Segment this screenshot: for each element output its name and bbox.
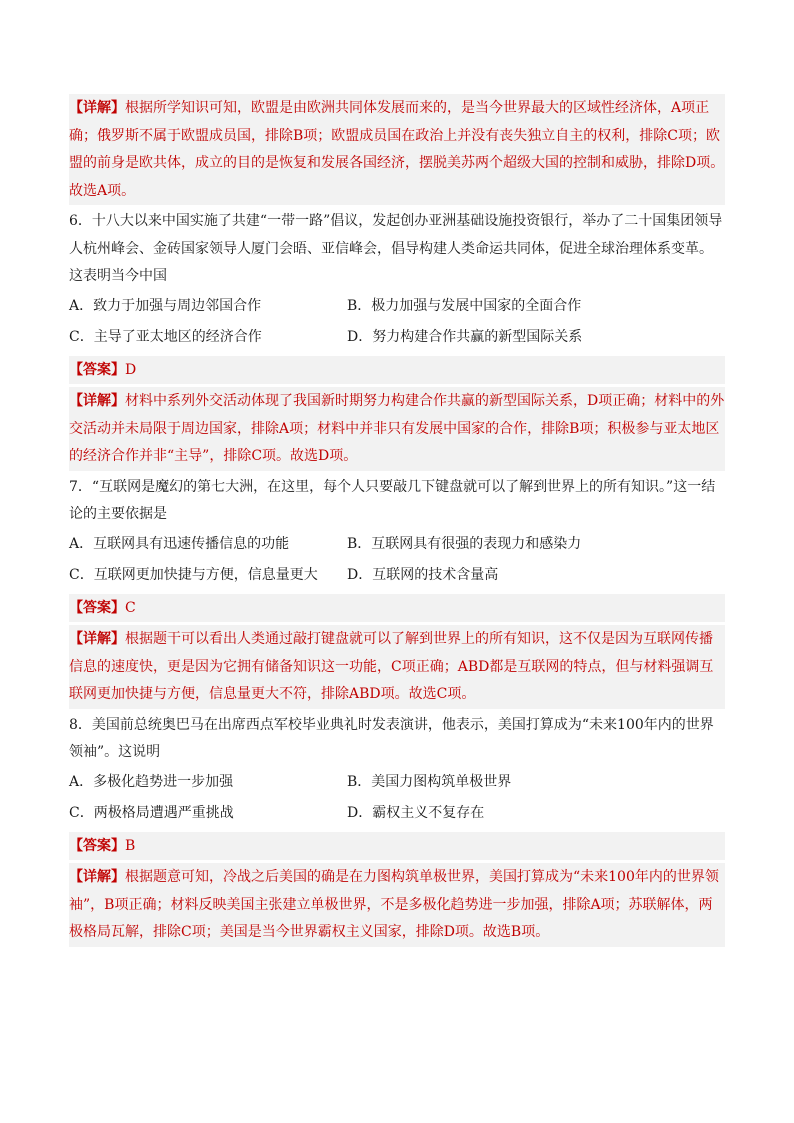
- option-c: C．主导了亚太地区的经济合作: [69, 328, 262, 345]
- answer-block-q7: [69, 594, 725, 623]
- detail-text: 根据题意可知，冷战之后美国的确是在力图构筑单极世界，美国打算成为“未来100年内的世界领袖”，B项正确；材料反映美国主张建立单极世界，不是多极化趋势进一步加强，排除A项；苏联解体，两极格局瓦解，排除C项；美国是当今世界霸权主义国家，排除D项。故选B项。: [69, 869, 719, 940]
- answer-value: C: [125, 599, 136, 616]
- detail-text: 根据所学知识可知，欧盟是由欧洲共同体发展而来的，是当今世界最大的区域性经济体，A项正确；俄罗斯不属于欧盟成员国，排除B项；欧盟成员国在政治上并没有丧失独立自主的权利，排除C项；欧盟的前身是欧共体，成立的目的是恢复和发展各国经济，摆脱美苏两个超级大国的控制和威胁，排除D项。故选A项。: [69, 100, 725, 199]
- option-d: D．努力构建合作共赢的新型国际关系: [347, 328, 583, 345]
- option-a: A．致力于加强与周边邻国合作: [69, 297, 262, 314]
- detail-tag: 【详解】: [69, 100, 125, 116]
- answer-tag: 【答案】: [69, 361, 125, 378]
- question-6-stem: 6．十八大以来中国实施了共建“一带一路”倡议，发起创办亚洲基础设施投资银行，举办了二十国集团领导人杭州峰会、金砖国家领导人厦门会晤、亚信峰会，倡导构建人类命运共同体，促进全球治理体系变革。这表明当今中国: [69, 213, 723, 284]
- question-8-options: [69, 767, 725, 829]
- answer-block-q6: [69, 356, 725, 385]
- question-7-options: [69, 529, 725, 591]
- answer-tag: 【答案】: [69, 837, 125, 854]
- question-6-options: [69, 291, 725, 353]
- detail-text: 材料中系列外交活动体现了我国新时期努力构建合作共赢的新型国际关系，D项正确；材料中的外交活动并未局限于周边国家，排除A项；材料中并非只有发展中国家的合作，排除B项；积极参与亚太地区的经济合作并非“主导”，排除C项。故选D项。: [69, 393, 725, 464]
- question-7-stem: 7．“互联网是魔幻的第七大洲，在这里，每个人只要敲几下键盘就可以了解到世界上的所有知识。”这一结论的主要依据是: [69, 478, 716, 522]
- answer-value: D: [125, 361, 137, 378]
- detail-tag: 【详解】: [69, 631, 125, 647]
- question-8-stem: 8．美国前总统奥巴马在出席西点军校毕业典礼时发表演讲，他表示，美国打算成为“未来100年内的世界领袖”。这说明: [69, 716, 714, 760]
- option-d: D．互联网的技术含量高: [347, 566, 499, 583]
- option-c: C．两极格局遭遇严重挑战: [69, 804, 234, 821]
- option-a: A．互联网具有迅速传播信息的功能: [69, 535, 290, 552]
- answer-block-q8: [69, 832, 725, 861]
- answer-value: B: [125, 837, 136, 854]
- document-page: [69, 94, 725, 947]
- answer-tag: 【答案】: [69, 599, 125, 616]
- option-b: B．极力加强与发展中国家的全面合作: [347, 297, 582, 314]
- option-d: D．霸权主义不复存在: [347, 804, 485, 821]
- detail-text: 根据题干可以看出人类通过敲打键盘就可以了解到世界上的所有知识，这不仅是因为互联网传播信息的速度快，更是因为它拥有储备知识这一功能，C项正确；ABD都是互联网的特点，但与材料强调互联网更加快捷与方便，信息量更大不符，排除ABD项。故选C项。: [69, 631, 714, 702]
- detail-block-q7: [69, 625, 725, 709]
- detail-block-q8: [69, 863, 725, 947]
- option-b: B．互联网具有很强的表现力和感染力: [347, 535, 582, 552]
- detail-block-q6: [69, 387, 725, 471]
- option-a: A．多极化趋势进一步加强: [69, 773, 234, 790]
- option-c: C．互联网更加快捷与方便，信息量更大: [69, 566, 318, 583]
- option-b: B．美国力图构筑单极世界: [347, 773, 512, 790]
- detail-tag: 【详解】: [69, 393, 125, 409]
- detail-tag: 【详解】: [69, 869, 125, 885]
- detail-block-q5: [69, 94, 725, 205]
